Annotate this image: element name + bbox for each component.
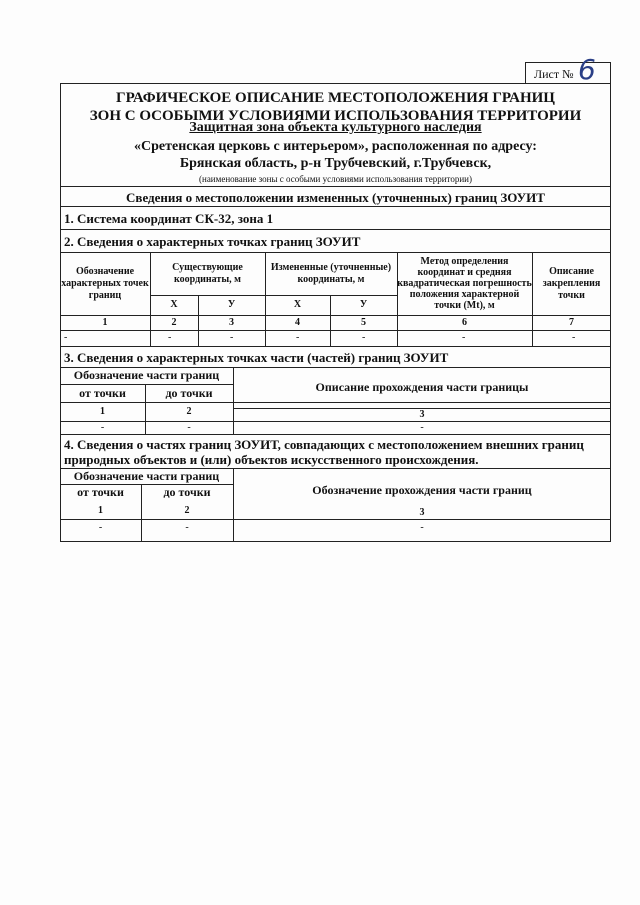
sheet-label: Лист № bbox=[534, 67, 574, 81]
divider bbox=[60, 330, 611, 331]
title-line-2: ЗОН С ОСОБЫМИ УСЛОВИЯМИ ИСПОЛЬЗОВАНИЯ ТЕРРИТОРИИ bbox=[89, 108, 582, 124]
section-1-title: 1. Система координат СК-32, зона 1 bbox=[64, 211, 274, 226]
table-cell: - bbox=[100, 421, 105, 433]
table-cell: - bbox=[185, 522, 189, 533]
col-existing-y: У bbox=[227, 299, 236, 310]
desc-header: Обозначение прохождения части границ bbox=[312, 482, 532, 497]
col-number: 4 bbox=[295, 316, 300, 328]
divider bbox=[60, 519, 611, 520]
table-cell: - bbox=[362, 332, 366, 343]
section-4-title bbox=[64, 437, 584, 467]
title-line-1: ГРАФИЧЕСКОЕ ОПИСАНИЕ МЕСТОПОЛОЖЕНИЯ ГРАНИЦ bbox=[116, 90, 555, 106]
desc-header: Описание прохождения части границы bbox=[315, 380, 529, 394]
table-cell: - bbox=[98, 522, 103, 533]
col-number: 2 bbox=[184, 504, 190, 516]
section-4-title-line-1: 4. Сведения о частях границ ЗОУИТ, совпадающих с местоположением внешних границ bbox=[64, 437, 584, 452]
col-designation: Обозначение характерных точек границ bbox=[61, 265, 149, 301]
section-title: Сведения о местоположении измененных (уточненных) границ ЗОУИТ bbox=[126, 190, 545, 205]
section-3-title: 3. Сведения о характерных точках части (частей) границ ЗОУИТ bbox=[64, 350, 449, 365]
section-2-title: 2. Сведения о характерных точках границ ЗОУИТ bbox=[64, 234, 361, 249]
table-cell: - bbox=[420, 421, 424, 433]
table-cell: - bbox=[64, 332, 68, 343]
table-cell: - bbox=[296, 332, 300, 343]
part-header: Обозначение части границ bbox=[73, 468, 220, 483]
col-number: 1 bbox=[100, 405, 105, 417]
address-line: Брянская область, р-н Трубчевский, г.Трубчевск, bbox=[179, 156, 492, 171]
from-header: от точки bbox=[77, 484, 124, 499]
col-changed-x: X bbox=[293, 299, 302, 310]
col-number: 3 bbox=[419, 507, 425, 518]
divider bbox=[60, 434, 611, 435]
to-header: до точки bbox=[165, 385, 213, 400]
col-number: 2 bbox=[171, 316, 177, 328]
col-number: 1 bbox=[102, 316, 108, 328]
section-4-title-line-2: природных объектов и (или) объектов искусственного происхождения. bbox=[64, 452, 479, 467]
zone-caption: (наименование зоны с особыми условиями использования территории) bbox=[199, 174, 472, 184]
object-line: «Сретенская церковь с интерьером», расположенная по адресу: bbox=[134, 139, 537, 154]
col-changed: Измененные (уточненные) координаты, м bbox=[270, 261, 392, 285]
table-cell: - bbox=[168, 332, 172, 343]
divider bbox=[60, 229, 611, 230]
sheet-number-box bbox=[525, 62, 611, 84]
zone-name: Защитная зона объекта культурного наследия bbox=[189, 120, 482, 135]
divider bbox=[60, 206, 611, 207]
col-number: 7 bbox=[569, 316, 574, 328]
table-cell: - bbox=[572, 332, 576, 343]
part-header: Обозначение части границ bbox=[73, 368, 220, 382]
sheet-number: 6 bbox=[578, 53, 596, 86]
col-number: 1 bbox=[98, 504, 103, 516]
col-method: Метод определения координат и средняя квадратическая погрешность положения характерной точки (Mt), м bbox=[397, 256, 532, 311]
col-number: 3 bbox=[229, 316, 234, 328]
to-header: до точки bbox=[163, 484, 211, 499]
col-number: 6 bbox=[462, 316, 467, 328]
object-address bbox=[60, 138, 611, 172]
col-number: 5 bbox=[361, 316, 366, 328]
table-cell: - bbox=[462, 332, 466, 343]
col-existing: Существующие координаты, м bbox=[172, 261, 243, 285]
col-changed-y: У bbox=[359, 299, 368, 310]
table-cell: - bbox=[230, 332, 234, 343]
col-number: 3 bbox=[419, 408, 425, 420]
table-cell: - bbox=[420, 522, 424, 533]
from-header: от точки bbox=[79, 385, 126, 400]
col-number: 2 bbox=[186, 405, 192, 417]
col-fixing: Описание закрепления точки bbox=[542, 265, 601, 301]
divider bbox=[60, 186, 611, 187]
divider bbox=[60, 346, 611, 347]
col-existing-x: X bbox=[170, 299, 178, 310]
table-cell: - bbox=[187, 421, 191, 433]
